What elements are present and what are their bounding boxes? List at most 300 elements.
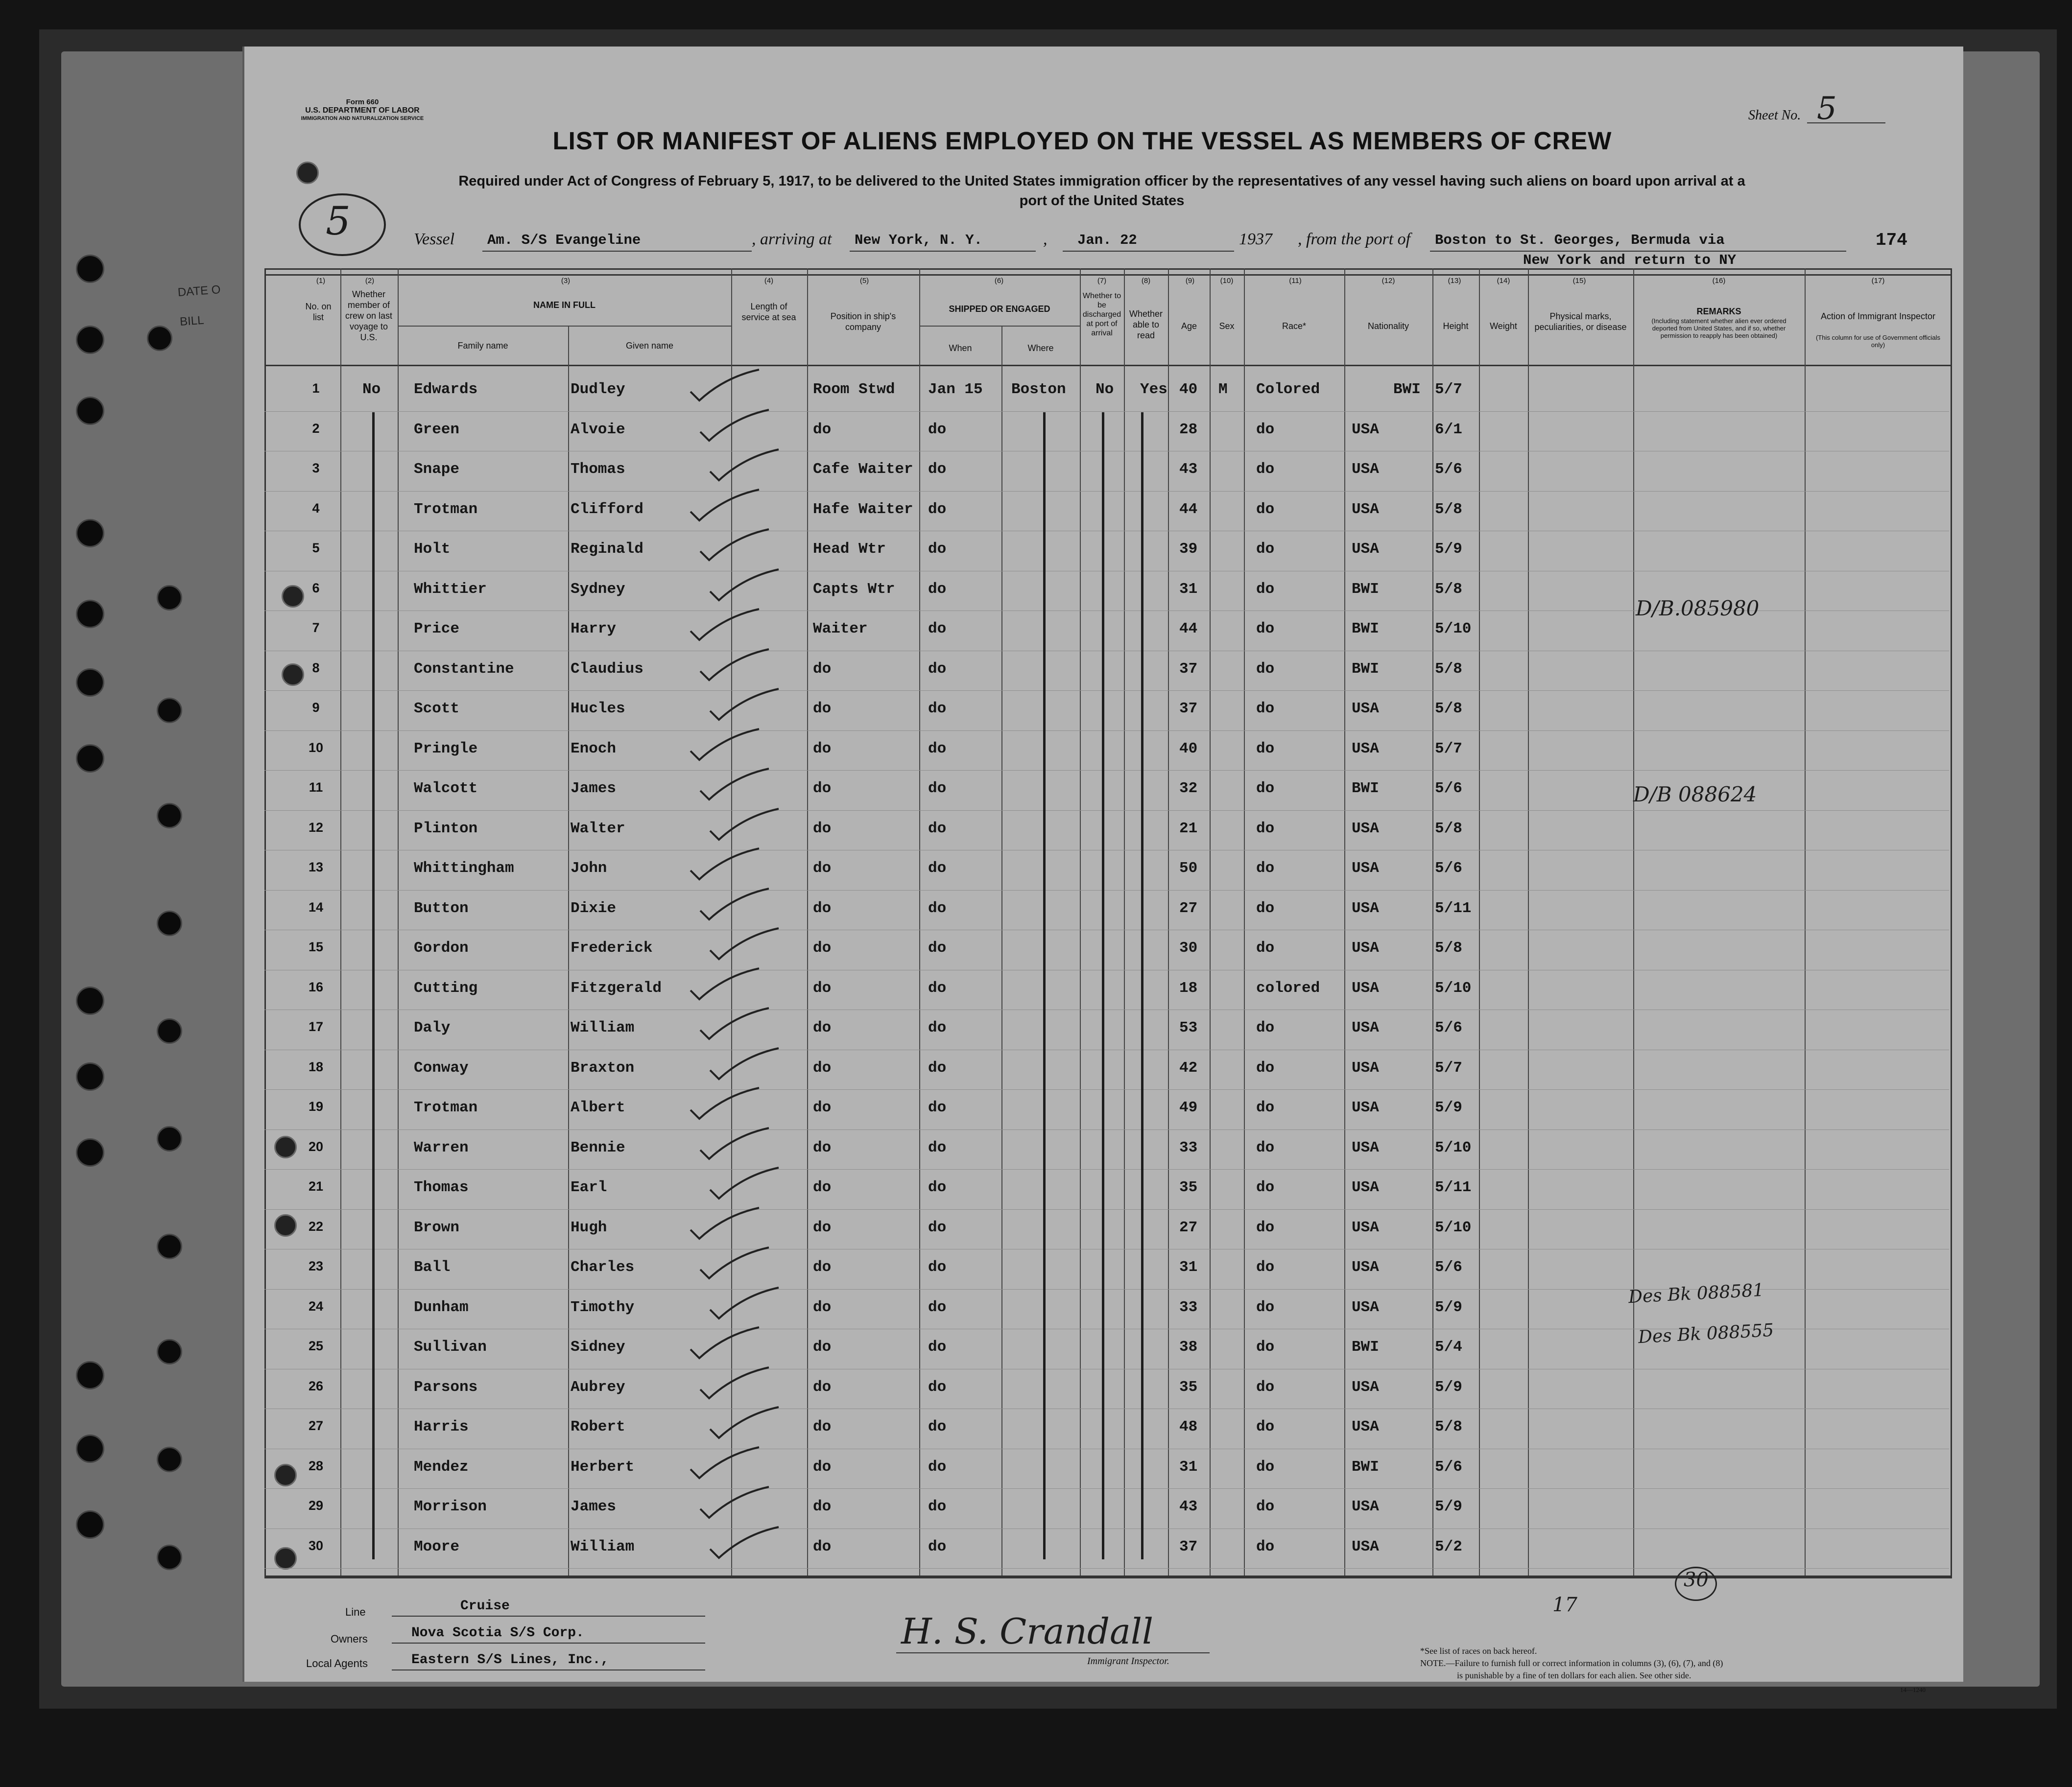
- given-name: Fitzgerald: [571, 979, 662, 997]
- row-rule: [264, 1528, 1949, 1529]
- colnum-17: (17): [1871, 277, 1885, 285]
- height: 5/7: [1435, 740, 1462, 757]
- age: 31: [1179, 580, 1198, 598]
- nationality: BWI: [1393, 381, 1421, 398]
- nationality: USA: [1352, 541, 1379, 558]
- check-mark-icon: [695, 1484, 774, 1524]
- col-divider: [1080, 268, 1081, 1575]
- height: 5/2: [1435, 1538, 1462, 1555]
- col-divider: [1528, 268, 1529, 1575]
- family-name: Green: [414, 421, 460, 438]
- row-number: 21: [308, 1179, 324, 1194]
- age: 43: [1179, 1498, 1198, 1515]
- from-port-continued: New York and return to NY: [1523, 252, 1737, 268]
- col-head-age: Age: [1181, 321, 1197, 331]
- shipped-subheader-rule: [919, 326, 1080, 327]
- col-divider: [1124, 268, 1125, 1575]
- punch-hole: [147, 326, 172, 351]
- position: do: [813, 780, 832, 797]
- agents-underline: [392, 1669, 705, 1670]
- family-name: Warren: [414, 1139, 469, 1156]
- agents-value: Eastern S/S Lines, Inc.,: [411, 1652, 609, 1668]
- col-head-given: Given name: [625, 341, 674, 351]
- age: 53: [1179, 1019, 1198, 1036]
- position: do: [813, 421, 832, 438]
- col-head-position: Position in ship's company: [830, 311, 896, 332]
- shipped-where: Boston: [1011, 381, 1066, 398]
- height: 5/11: [1435, 1179, 1472, 1196]
- vessel-underline: [482, 251, 752, 252]
- punch-hole: [76, 1138, 104, 1167]
- name-subheader-rule: [398, 326, 731, 327]
- owners-label: Owners: [331, 1633, 368, 1645]
- nationality: USA: [1352, 421, 1379, 438]
- given-name: Frederick: [571, 940, 653, 957]
- position: do: [813, 1099, 832, 1116]
- row-number: 8: [312, 660, 320, 675]
- position: do: [813, 940, 832, 957]
- race: do: [1256, 1418, 1275, 1435]
- height: 5/9: [1435, 1378, 1462, 1396]
- total-count: 30: [1684, 1569, 1709, 1591]
- colnum-13: (13): [1448, 277, 1461, 285]
- age: 35: [1179, 1179, 1198, 1196]
- col-divider: [1432, 268, 1433, 1575]
- nationality: USA: [1352, 940, 1379, 957]
- position: do: [813, 1219, 832, 1236]
- race: do: [1256, 620, 1275, 637]
- colnum-5: (5): [859, 277, 869, 285]
- given-name: Earl: [571, 1179, 607, 1196]
- read-ditto-line: [1141, 412, 1143, 1560]
- col-divider: [1210, 268, 1211, 1575]
- row-rule: [264, 1129, 1949, 1130]
- family-name: Edwards: [414, 381, 478, 398]
- height: 5/7: [1435, 1059, 1462, 1077]
- height: 5/8: [1435, 660, 1462, 678]
- race: do: [1256, 1538, 1275, 1555]
- penalty-note: NOTE.—Failure to furnish full or correct information in columns (3), (6), (7), and (8): [1420, 1658, 1723, 1668]
- shipped-when: do: [928, 1458, 947, 1476]
- colnum-3: (3): [561, 277, 571, 285]
- given-name: Bennie: [571, 1139, 625, 1156]
- col-head-read: Whether able to read: [1129, 309, 1163, 340]
- from-port: Boston to St. Georges, Bermuda via: [1435, 232, 1725, 248]
- col-divider: [919, 268, 920, 1575]
- position: do: [813, 1259, 832, 1276]
- given-name: Herbert: [571, 1458, 635, 1476]
- shipped-when: do: [928, 899, 947, 917]
- row-number: 16: [308, 979, 324, 994]
- nationality: USA: [1352, 1498, 1379, 1515]
- given-name: Dudley: [571, 381, 625, 398]
- age: 33: [1179, 1139, 1198, 1156]
- age: 40: [1179, 740, 1198, 757]
- check-mark-icon: [705, 567, 784, 606]
- nationality: USA: [1352, 1538, 1379, 1555]
- position: do: [813, 860, 832, 877]
- nationality: USA: [1352, 1179, 1379, 1196]
- position: do: [813, 1298, 832, 1316]
- row-number: 11: [309, 780, 323, 795]
- age: 37: [1179, 700, 1198, 717]
- nationality: USA: [1352, 461, 1379, 478]
- shipped-when: do: [928, 580, 947, 598]
- family-name: Constantine: [414, 660, 514, 678]
- age: 49: [1179, 1099, 1198, 1116]
- col-divider: [340, 268, 341, 1575]
- family-name: Ball: [414, 1259, 451, 1276]
- inspector-label: Immigrant Inspector.: [1087, 1656, 1169, 1667]
- given-name: William: [571, 1019, 635, 1036]
- race: do: [1256, 1179, 1275, 1196]
- punch-hole: [76, 1434, 104, 1463]
- check-mark-icon: [695, 766, 774, 805]
- family-name: Scott: [414, 700, 460, 717]
- nationality: USA: [1352, 500, 1379, 518]
- nationality: USA: [1352, 1219, 1379, 1236]
- corner-number: 174: [1876, 230, 1907, 250]
- race: do: [1256, 1019, 1275, 1036]
- check-mark-icon: [695, 407, 774, 447]
- family-name: Morrison: [414, 1498, 487, 1515]
- given-name: James: [571, 780, 617, 797]
- line-label: Line: [345, 1606, 366, 1618]
- colnum-14: (14): [1497, 277, 1510, 285]
- colnum-16: (16): [1712, 277, 1726, 285]
- col-head-sex: Sex: [1219, 321, 1235, 331]
- family-name: Trotman: [414, 500, 478, 518]
- given-name: James: [571, 1498, 617, 1515]
- races-note: *See list of races on back hereof.: [1420, 1646, 1537, 1656]
- position: do: [813, 1498, 832, 1515]
- given-name: Thomas: [571, 461, 625, 478]
- age: 42: [1179, 1059, 1198, 1077]
- punch-hole: [76, 326, 104, 354]
- colnum-7: (7): [1097, 277, 1107, 285]
- nationality: USA: [1352, 1139, 1379, 1156]
- age: 50: [1179, 860, 1198, 877]
- row-rule: [264, 1089, 1949, 1090]
- position: do: [813, 1059, 832, 1077]
- col-subdivider: [1001, 326, 1002, 1575]
- family-name: Parsons: [414, 1378, 478, 1396]
- col-head-action-note: (This column for use of Government officials only): [1815, 334, 1941, 349]
- row-number: 25: [308, 1339, 324, 1353]
- position: do: [813, 820, 832, 837]
- shipped-when: do: [928, 780, 947, 797]
- col-head-weight: Weight: [1490, 321, 1517, 331]
- family-name: Trotman: [414, 1099, 478, 1116]
- age: 27: [1179, 899, 1198, 917]
- remark-row-25: Des Bk 088555: [1638, 1320, 1775, 1348]
- race: do: [1256, 899, 1275, 917]
- family-name: Holt: [414, 541, 451, 558]
- height: 5/9: [1435, 1498, 1462, 1515]
- punch-hole: [157, 1339, 182, 1364]
- height: 5/9: [1435, 1298, 1462, 1316]
- height: 5/9: [1435, 541, 1462, 558]
- shipped-when: Jan 15: [928, 381, 983, 398]
- row-number: 22: [308, 1219, 324, 1234]
- height: 5/8: [1435, 580, 1462, 598]
- age: 18: [1179, 979, 1198, 997]
- from-port-underline: [1430, 251, 1846, 252]
- height: 5/6: [1435, 780, 1462, 797]
- print-code: 14—1240: [1900, 1686, 1926, 1693]
- remark-row-11: D/B 088624: [1633, 782, 1757, 806]
- given-name: Charles: [571, 1259, 635, 1276]
- race: do: [1256, 1298, 1275, 1316]
- position: Capts Wtr: [813, 580, 895, 598]
- family-name: Whittingham: [414, 860, 514, 877]
- height: 5/10: [1435, 979, 1472, 997]
- family-name: Button: [414, 899, 469, 917]
- height: 5/8: [1435, 500, 1462, 518]
- race: do: [1256, 1339, 1275, 1356]
- row-number: 29: [308, 1498, 324, 1513]
- colnum-1: (1): [316, 277, 326, 285]
- signature-underline: [896, 1652, 1210, 1653]
- row-number: 10: [308, 740, 324, 755]
- height: 6/1: [1435, 421, 1462, 438]
- col-head-shipped: SHIPPED OR ENGAGED: [949, 304, 1050, 314]
- shipped-when: do: [928, 541, 947, 558]
- age: 38: [1179, 1339, 1198, 1356]
- race: do: [1256, 580, 1275, 598]
- punch-hole: [157, 698, 182, 723]
- nationality: USA: [1352, 1059, 1379, 1077]
- race: do: [1256, 1458, 1275, 1476]
- shipped-when: do: [928, 1059, 947, 1077]
- height: 5/10: [1435, 620, 1472, 637]
- owners-value: Nova Scotia S/S Corp.: [411, 1625, 584, 1641]
- check-mark-icon: [695, 1245, 774, 1284]
- nationality: USA: [1352, 740, 1379, 757]
- owners-underline: [392, 1643, 705, 1644]
- nationality: BWI: [1352, 580, 1379, 598]
- col-divider: [807, 268, 808, 1575]
- colnum-4: (4): [764, 277, 774, 285]
- col-head-nationality: Nationality: [1367, 321, 1409, 331]
- nationality: USA: [1352, 979, 1379, 997]
- shipped-when: do: [928, 1019, 947, 1036]
- height: 5/4: [1435, 1339, 1462, 1356]
- shipped-when: do: [928, 1099, 947, 1116]
- agents-label: Local Agents: [306, 1657, 368, 1669]
- position: do: [813, 1458, 832, 1476]
- position: do: [813, 1418, 832, 1435]
- family-name: Harris: [414, 1418, 469, 1435]
- check-mark-icon: [695, 527, 774, 566]
- race: do: [1256, 1259, 1275, 1276]
- position: do: [813, 1139, 832, 1156]
- col-head-no: No. on list: [305, 302, 332, 322]
- punch-hole: [76, 668, 104, 697]
- height: 5/8: [1435, 940, 1462, 957]
- where-ditto-line: [1043, 412, 1046, 1560]
- family-name: Snape: [414, 461, 460, 478]
- row-number: 17: [308, 1019, 324, 1034]
- punch-hole: [76, 255, 104, 283]
- family-name: Thomas: [414, 1179, 469, 1196]
- shipped-when: do: [928, 1339, 947, 1356]
- row-rule: [264, 491, 1949, 492]
- row-rule: [264, 690, 1949, 691]
- discharged-ditto-line: [1102, 412, 1104, 1560]
- given-name: Hugh: [571, 1219, 607, 1236]
- given-name: Albert: [571, 1099, 625, 1116]
- race: do: [1256, 421, 1275, 438]
- position: do: [813, 1179, 832, 1196]
- race: do: [1256, 940, 1275, 957]
- row-number: 7: [312, 620, 320, 635]
- col-head-height: Height: [1443, 321, 1469, 331]
- punch-hole: [157, 911, 182, 936]
- nationality: USA: [1352, 1019, 1379, 1036]
- given-name: Hucles: [571, 700, 625, 717]
- given-name: Reginald: [571, 541, 643, 558]
- colnum-9: (9): [1185, 277, 1195, 285]
- row-rule: [264, 810, 1949, 811]
- colnum-15: (15): [1572, 277, 1586, 285]
- nationality: BWI: [1352, 1458, 1379, 1476]
- position: do: [813, 660, 832, 678]
- member-ditto-line: [372, 412, 375, 1560]
- member-last-voyage: No: [362, 381, 381, 398]
- check-mark-icon: [686, 1205, 764, 1245]
- col-divider: [1168, 268, 1169, 1575]
- age: 35: [1179, 1378, 1198, 1396]
- punch-hole: [76, 519, 104, 547]
- check-mark-icon: [705, 686, 784, 726]
- position: do: [813, 1339, 832, 1356]
- row-number: 24: [308, 1298, 324, 1314]
- age: 30: [1179, 940, 1198, 957]
- sheet-number-label: Sheet No.: [1748, 108, 1801, 123]
- height: 5/8: [1435, 820, 1462, 837]
- shipped-when: do: [928, 620, 947, 637]
- check-mark-icon: [695, 1006, 774, 1045]
- shipped-when: do: [928, 421, 947, 438]
- punch-hole: [76, 744, 104, 773]
- family-name: Moore: [414, 1538, 460, 1555]
- arriving-underline: [850, 251, 1036, 252]
- row-rule: [264, 1209, 1949, 1210]
- row-number: 19: [308, 1099, 324, 1114]
- check-mark-icon: [705, 1525, 784, 1564]
- row-number: 4: [312, 500, 320, 516]
- given-name: John: [571, 860, 607, 877]
- given-name: Harry: [571, 620, 617, 637]
- race: colored: [1256, 979, 1320, 997]
- form-number-block: Form 660 U.S. DEPARTMENT OF LABOR IMMIGRATION AND NATURALIZATION SERVICE: [301, 98, 424, 121]
- vessel-label: Vessel: [414, 230, 455, 248]
- given-name: Alvoie: [571, 421, 625, 438]
- family-name: Pringle: [414, 740, 478, 757]
- position: Head Wtr: [813, 541, 886, 558]
- family-name: Brown: [414, 1219, 460, 1236]
- shipped-when: do: [928, 1139, 947, 1156]
- height: 5/6: [1435, 1458, 1462, 1476]
- check-mark-icon: [686, 1325, 764, 1364]
- shipped-when: do: [928, 820, 947, 837]
- row-number: 28: [308, 1458, 324, 1473]
- row-number: 12: [308, 820, 324, 835]
- position: do: [813, 899, 832, 917]
- shipped-when: do: [928, 700, 947, 717]
- check-mark-icon: [686, 1085, 764, 1125]
- col-head-remarks: REMARKS: [1696, 306, 1741, 316]
- family-name: Mendez: [414, 1458, 469, 1476]
- race: Colored: [1256, 381, 1320, 398]
- circled-sheet-number: 5: [326, 198, 351, 244]
- sex: M: [1218, 381, 1228, 398]
- height: 5/11: [1435, 899, 1472, 917]
- remark-row-6: D/B.085980: [1636, 596, 1760, 620]
- punch-hole: [76, 1510, 104, 1539]
- header-bottom-rule: [264, 365, 1951, 366]
- age: 33: [1179, 1298, 1198, 1316]
- shipped-when: do: [928, 461, 947, 478]
- age: 43: [1179, 461, 1198, 478]
- position: do: [813, 1019, 832, 1036]
- height: 5/6: [1435, 461, 1462, 478]
- age: 31: [1179, 1458, 1198, 1476]
- race: do: [1256, 700, 1275, 717]
- family-name: Conway: [414, 1059, 469, 1077]
- height: 5/6: [1435, 1019, 1462, 1036]
- row-number: 26: [308, 1378, 324, 1393]
- row-number: 15: [308, 940, 324, 954]
- position: do: [813, 979, 832, 997]
- check-mark-icon: [695, 886, 774, 925]
- check-mark-icon: [705, 1285, 784, 1324]
- family-name: Dunham: [414, 1298, 469, 1316]
- shipped-when: do: [928, 1298, 947, 1316]
- given-name: Sidney: [571, 1339, 625, 1356]
- given-name: Dixie: [571, 899, 617, 917]
- family-name: Plinton: [414, 820, 478, 837]
- position: do: [813, 740, 832, 757]
- shipped-when: do: [928, 1418, 947, 1435]
- colnum-11: (11): [1289, 277, 1302, 285]
- nationality: USA: [1352, 820, 1379, 837]
- check-mark-icon: [695, 1126, 774, 1165]
- age: 28: [1179, 421, 1198, 438]
- check-mark-icon: [686, 727, 764, 766]
- race: do: [1256, 1498, 1275, 1515]
- age: 44: [1179, 500, 1198, 518]
- col-head-discharged: Whether to be discharged at port of arrival: [1082, 292, 1121, 337]
- race: do: [1256, 660, 1275, 678]
- family-name: Cutting: [414, 979, 478, 997]
- position: do: [813, 700, 832, 717]
- col-head-name: NAME IN FULL: [533, 300, 595, 310]
- col-head-member: Whether member of crew on last voyage to U.S.: [345, 289, 393, 342]
- check-mark-icon: [686, 846, 764, 885]
- line-value: Cruise: [460, 1599, 510, 1614]
- race: do: [1256, 1059, 1275, 1077]
- age: 48: [1179, 1418, 1198, 1435]
- manifest-table: [264, 268, 1952, 1578]
- row-number: 30: [308, 1538, 324, 1553]
- check-mark-icon: [705, 926, 784, 965]
- punch-hole: [157, 1447, 182, 1472]
- arrival-year: 1937: [1239, 230, 1272, 248]
- shipped-when: do: [928, 500, 947, 518]
- shipped-when: do: [928, 740, 947, 757]
